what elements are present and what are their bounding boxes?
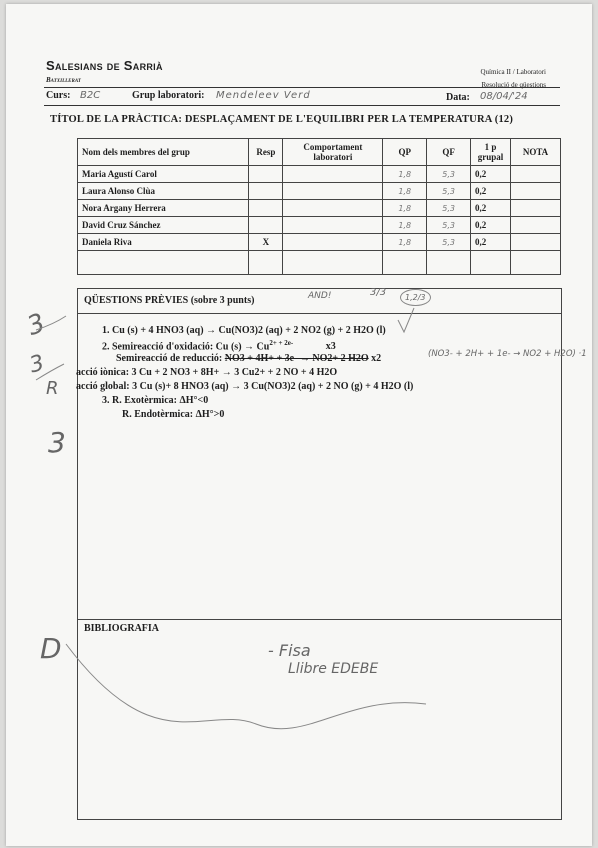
- pencil-strokes: [6, 4, 592, 846]
- member-name: Daniela Riva: [78, 234, 249, 251]
- questions-heading: QÜESTIONS PRÈVIES (sobre 3 punts): [84, 295, 255, 306]
- qp-cell: 1,8: [383, 217, 427, 234]
- ionic-reaction: acció iònica: 3 Cu + 2 NO3 + 8H+ → 3 Cu2+ + 2 NO + 4 H2O: [76, 367, 338, 378]
- grupal-cell: 0,2: [471, 234, 511, 251]
- qf-cell: 5,3: [427, 234, 471, 251]
- grupal-cell: 0,2: [471, 200, 511, 217]
- signature-stroke: [66, 644, 426, 729]
- member-name: Maria Agustí Carol: [78, 166, 249, 183]
- reduction-label: Semireacció de reducció:: [116, 353, 223, 364]
- question-1-equation: 1. Cu (s) + 4 HNO3 (aq) → Cu(NO3)2 (aq) + 2 NO2 (g) + 2 H2O (l): [102, 325, 386, 336]
- school-name: Salesians de Sarrià: [46, 58, 163, 73]
- doc-type-label: Resolució de qüestions: [481, 81, 546, 89]
- qf-cell: 5,3: [427, 183, 471, 200]
- qp-cell: 1,8: [383, 234, 427, 251]
- col-header-comportament: Comportament laboratori: [283, 139, 383, 166]
- qp-cell: 1,8: [383, 166, 427, 183]
- margin-stroke-2: [36, 364, 64, 380]
- check-mark: [398, 308, 414, 332]
- col-header-name: Nom dels membres del grup: [78, 139, 249, 166]
- member-name: David Cruz Sánchez: [78, 217, 249, 234]
- col-header-resp: Resp: [249, 139, 283, 166]
- data-value: 08/04/'24: [480, 91, 528, 102]
- curs-label: Curs:: [46, 90, 71, 101]
- worksheet-page: [6, 4, 592, 846]
- oxidation-charge: 2+ + 2e-: [269, 339, 294, 347]
- bibliografia-entry-2: Llibre EDEBE: [288, 661, 379, 677]
- member-name: Laura Alonso Clùa: [78, 183, 249, 200]
- score-mark: 3/3: [370, 287, 387, 298]
- oxidation-left: 2. Semireacció d'oxidació: Cu (s) → Cu: [102, 341, 270, 353]
- reduction-multiplier: x2: [371, 353, 382, 364]
- margin-mark-3: 3: [48, 426, 66, 459]
- stage-label: Batxillerat: [46, 76, 81, 84]
- reduction-struck-equation: NO3 + 4H+ + 3e- → NO2+ 2 H2O: [224, 353, 369, 364]
- grupal-cell: 0,2: [471, 217, 511, 234]
- grup-value: Mendeleev Verd: [216, 90, 311, 101]
- margin-mark-1: 3: [23, 308, 50, 342]
- col-header-nota: NOTA: [511, 139, 561, 166]
- reduction-correction: (NO3- + 2H+ + 1e- → NO2 + H2O) ·1: [428, 349, 587, 359]
- qf-cell: 5,3: [427, 200, 471, 217]
- col-header-qf: QF: [427, 139, 471, 166]
- margin-mark-2: 3: [27, 350, 47, 379]
- qp-cell: 1,8: [383, 183, 427, 200]
- grade-note: AND!: [308, 291, 332, 301]
- data-label: Data:: [446, 92, 470, 103]
- col-header-qp: QP: [383, 139, 427, 166]
- resp-cell: X: [249, 234, 283, 251]
- bibliografia-heading: BIBLIOGRAFIA: [84, 623, 160, 634]
- member-name: Nora Argany Herrera: [78, 200, 249, 217]
- question-3-exothermic: 3. R. Exotèrmica: ΔH°<0: [102, 395, 209, 406]
- col-header-grupal: 1 p grupal: [471, 139, 511, 166]
- subject-label: Química II / Laboratori: [480, 68, 546, 76]
- grupal-cell: 0,2: [471, 183, 511, 200]
- practice-title: TÍTOL DE LA PRÀCTICA: DESPLAÇAMENT DE L'EQUILIBRI PER LA TEMPERATURA (12): [50, 114, 514, 125]
- margin-stroke-1: [36, 316, 66, 330]
- margin-mark-4: R: [46, 378, 59, 399]
- grupal-cell: 0,2: [471, 166, 511, 183]
- oxidation-multiplier: x3: [325, 341, 336, 353]
- curs-value: B2C: [80, 90, 101, 101]
- grup-label: Grup laboratori:: [132, 90, 205, 101]
- question-3-endothermic: R. Endotèrmica: ΔH°>0: [122, 409, 225, 420]
- margin-mark-5: D: [40, 632, 62, 665]
- score-circle: 1,2/3: [400, 289, 431, 306]
- qp-cell: 1,8: [383, 200, 427, 217]
- bibliografia-entry-1: - Fisa: [268, 641, 311, 660]
- qf-cell: 5,3: [427, 166, 471, 183]
- qf-cell: 5,3: [427, 217, 471, 234]
- global-reaction: acció global: 3 Cu (s)+ 8 HNO3 (aq) → 3 Cu(NO3)2 (aq) + 2 NO (g) + 4 H2O (l): [76, 381, 414, 392]
